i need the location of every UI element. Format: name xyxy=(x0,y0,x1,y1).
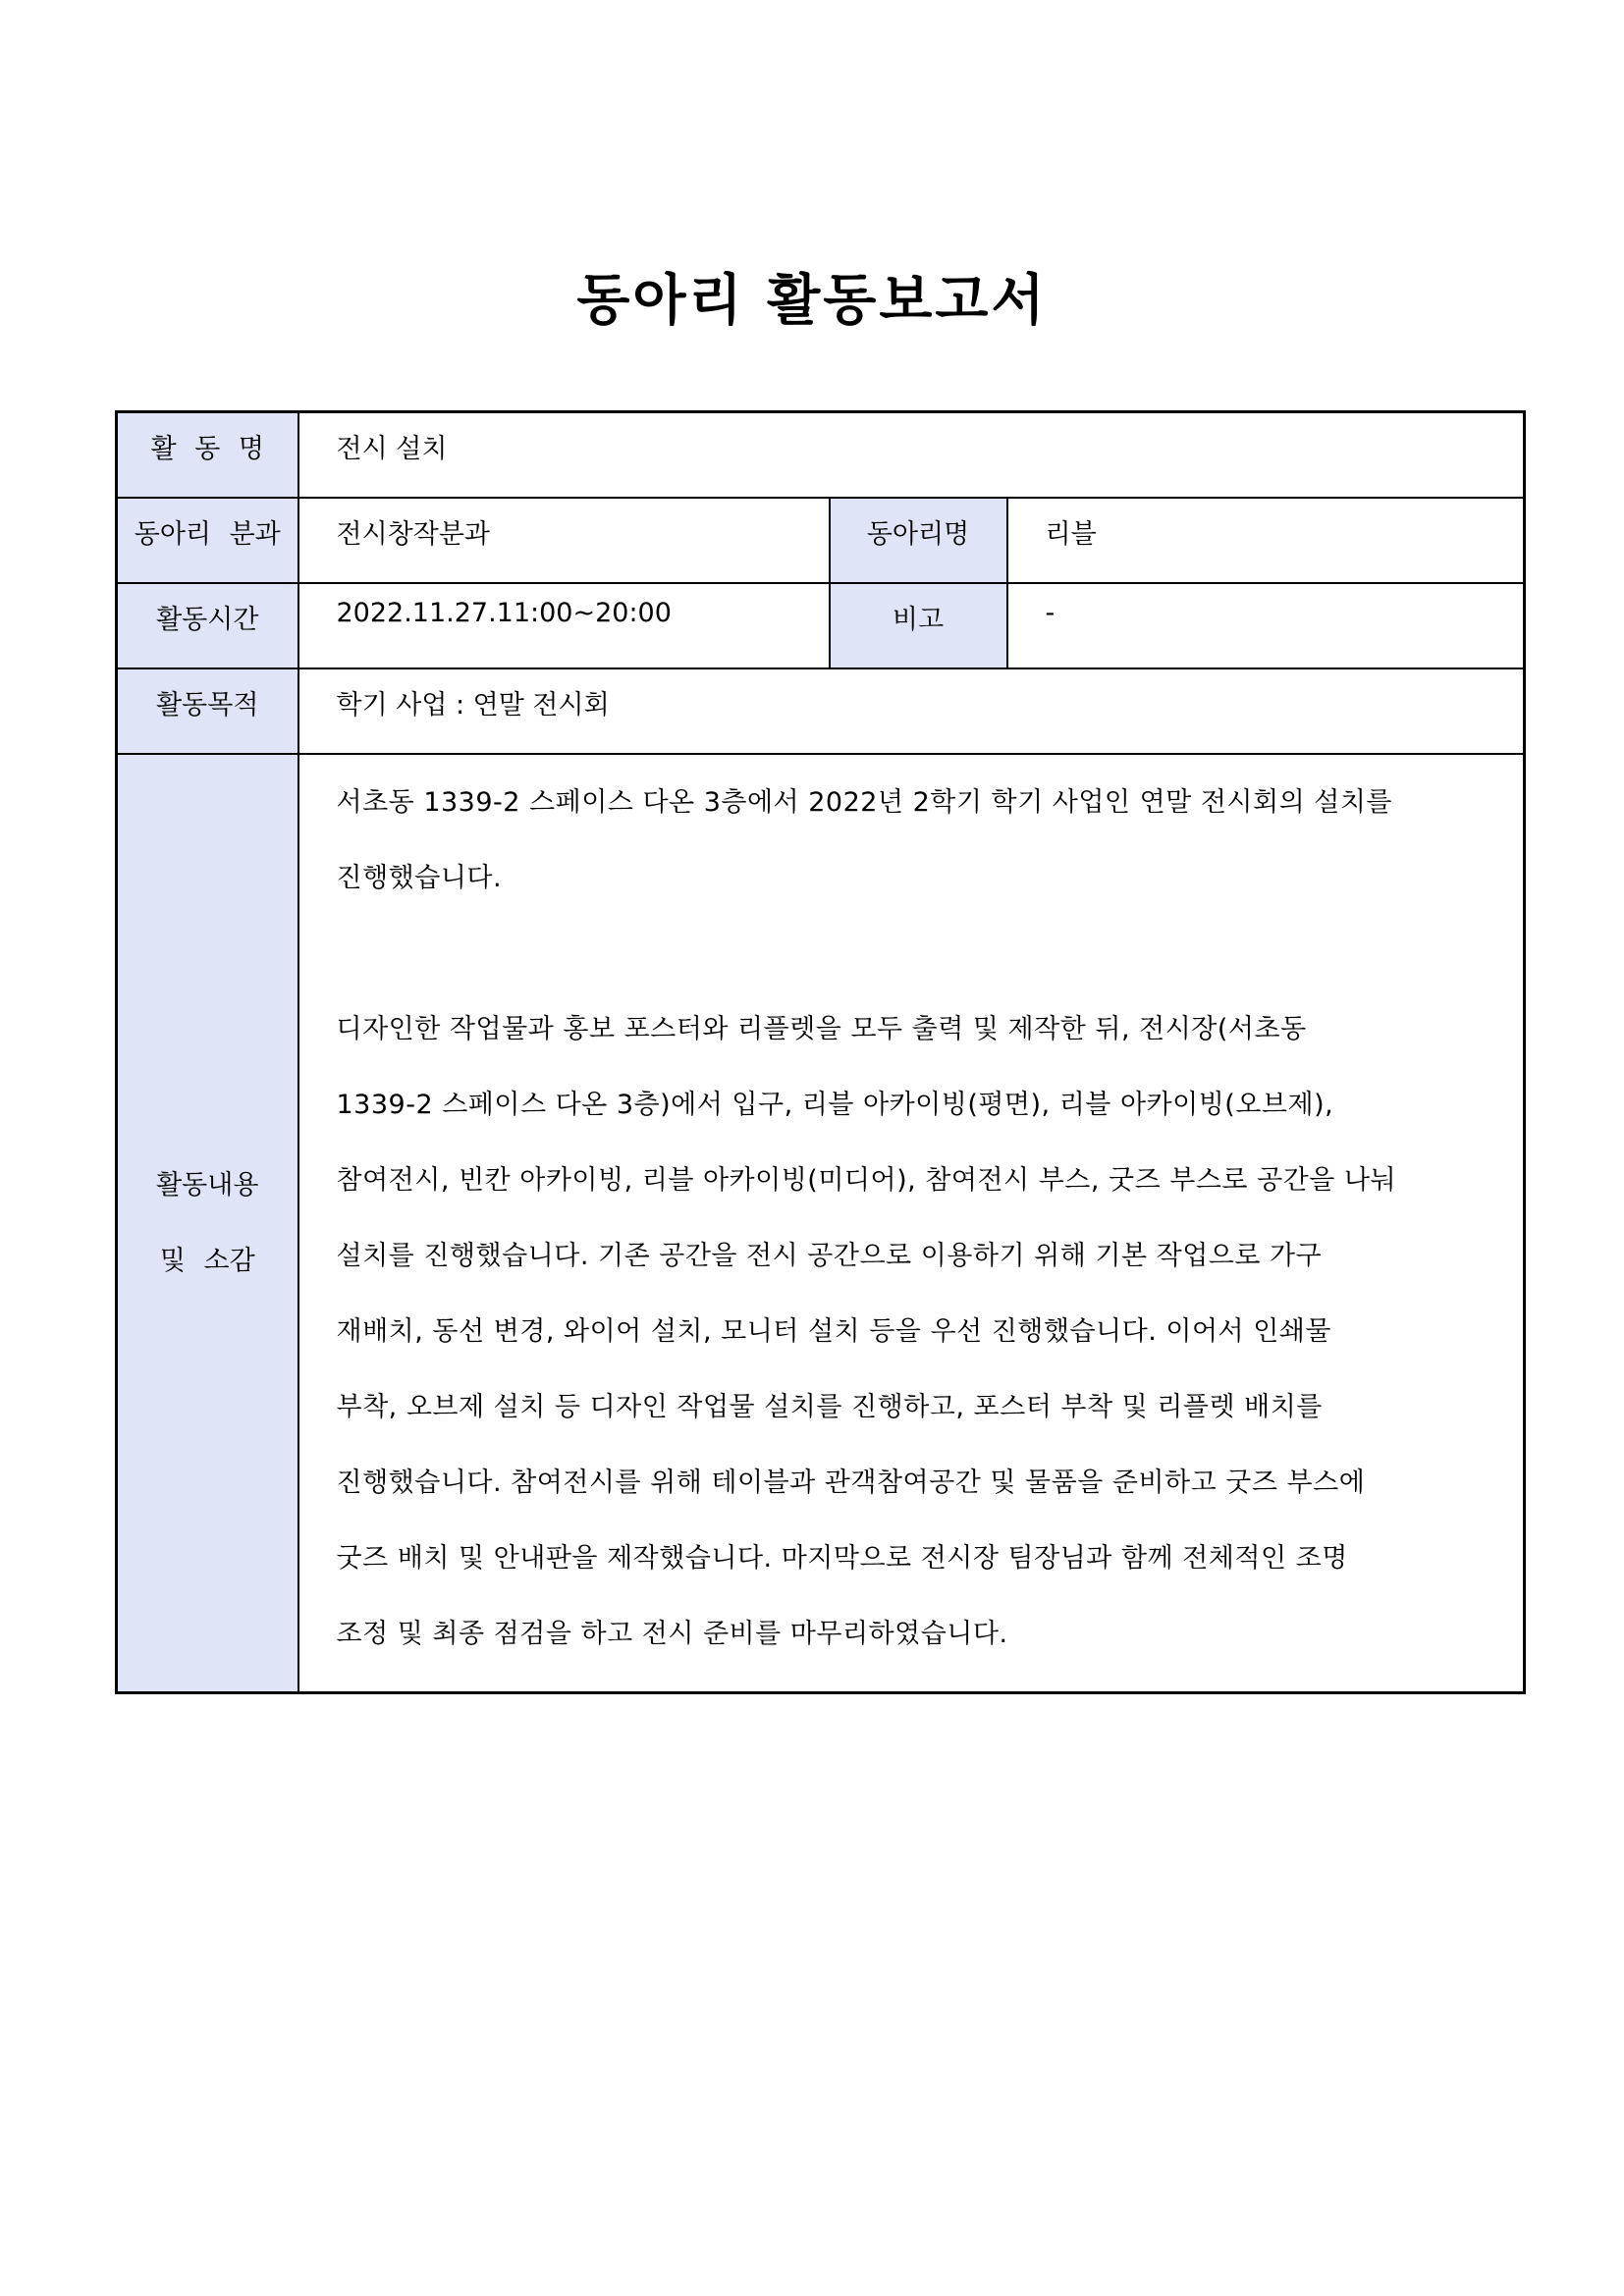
content-paragraph2-line: 설치를 진행했습니다. 기존 공간을 전시 공간으로 이용하기 위해 기본 작업으로 가구 xyxy=(336,1240,1323,1271)
club-name-value: 리블 xyxy=(1007,498,1525,583)
content-body xyxy=(298,754,1525,1693)
page-title: 동아리 활동보고서 xyxy=(576,269,1048,333)
content-paragraph1-line1: 서초동 1339-2 스페이스 다온 3층에서 2022년 2학기 학기 사업인 연말 전시회의 설치를 xyxy=(336,786,1392,818)
club-name-label: 동아리명 xyxy=(830,498,1007,583)
content-paragraph2-line: 진행했습니다. 참여전시를 위해 테이블과 관객참여공간 및 물품을 준비하고 굿즈 부스에 xyxy=(336,1467,1366,1498)
activity-time-label: 활동시간 xyxy=(117,583,298,668)
purpose-label: 활동목적 xyxy=(117,668,298,754)
content-paragraph2-line: 디자인한 작업물과 홍보 포스터와 리플렛을 모두 출력 및 제작한 뒤, 전시장(서초동 xyxy=(336,1013,1307,1044)
content-paragraph2-line: 부착, 오브제 설치 등 디자인 작업물 설치를 진행하고, 포스터 부착 및 리플렛 배치를 xyxy=(336,1391,1323,1422)
note-label: 비고 xyxy=(830,583,1007,668)
note-value: - xyxy=(1007,583,1525,668)
activity-name-row xyxy=(117,412,1525,498)
club-division-label: 동아리 분과 xyxy=(117,498,298,583)
content-row xyxy=(117,754,1525,1693)
content-paragraph2-line: 굿즈 배치 및 안내판을 제작했습니다. 마지막으로 전시장 팀장님과 함께 전체적인 조명 xyxy=(336,1542,1348,1574)
activity-time-value: 2022.11.27.11:00~20:00 xyxy=(298,583,830,668)
report-table xyxy=(115,410,1526,1694)
paragraph-gap xyxy=(337,916,1504,991)
purpose-row xyxy=(117,668,1525,754)
activity-name-value: 전시 설치 xyxy=(298,412,1525,498)
time-row xyxy=(117,583,1525,668)
content-paragraph2-line: 1339-2 스페이스 다온 3층)에서 입구, 리블 아카이빙(평면), 리블 아카이빙(오브제), xyxy=(336,1089,1334,1120)
content-label-line1: 활동내용 xyxy=(156,1169,259,1201)
content-paragraph2-line: 참여전시, 빈칸 아카이빙, 리블 아카이빙(미디어), 참여전시 부스, 굿즈 부스로 공간을 나눠 xyxy=(336,1164,1397,1196)
activity-name-label: 활 동 명 xyxy=(117,412,298,498)
club-division-value: 전시창작분과 xyxy=(298,498,830,583)
content-label xyxy=(117,754,298,1693)
content-label-line2: 및 소감 xyxy=(159,1245,255,1276)
purpose-value: 학기 사업 : 연말 전시회 xyxy=(298,668,1525,754)
content-paragraph2-line: 재배치, 동선 변경, 와이어 설치, 모니터 설치 등을 우선 진행했습니다. 이어서 인쇄물 xyxy=(336,1315,1331,1347)
content-paragraph2-line: 조정 및 최종 점검을 하고 전시 준비를 마무리하였습니다. xyxy=(336,1618,1008,1649)
content-paragraph1-line2: 진행했습니다. xyxy=(336,862,503,893)
club-row xyxy=(117,498,1525,583)
